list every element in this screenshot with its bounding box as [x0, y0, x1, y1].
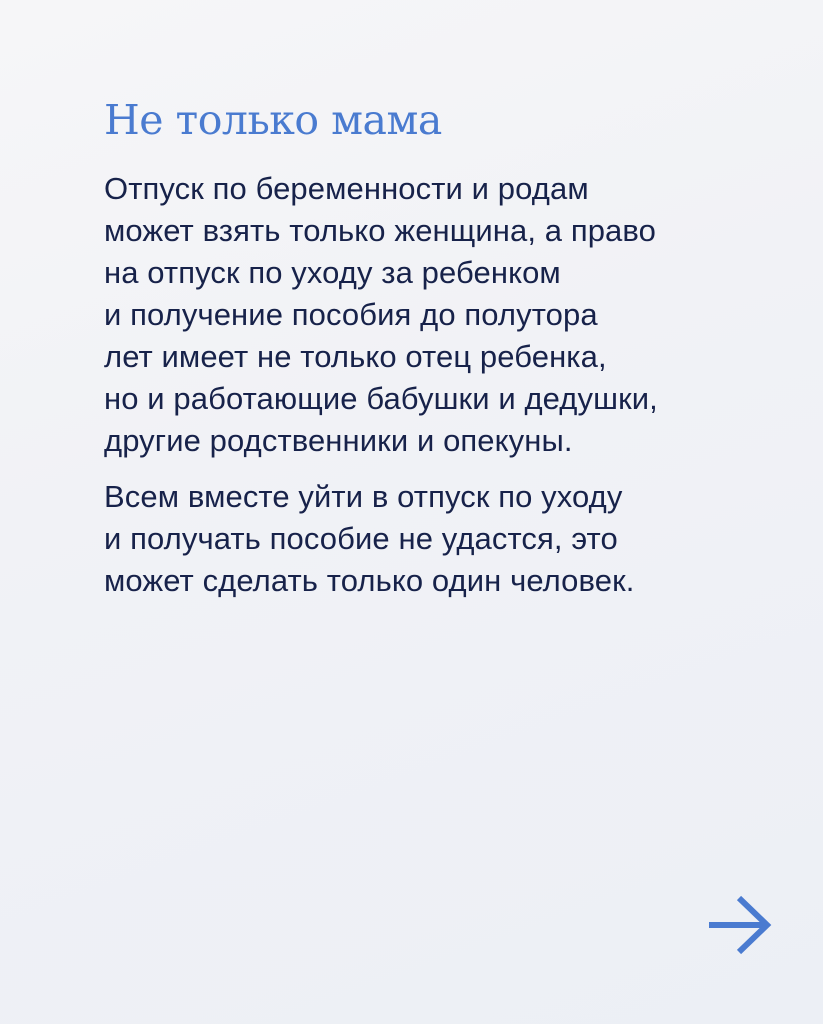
text-line: но и работающие бабушки и дедушки, [104, 381, 658, 416]
text-line: Отпуск по беременности и родам [104, 171, 589, 206]
text-line: и получать пособие не удастся, это [104, 521, 618, 556]
arrow-right-icon [705, 894, 773, 956]
body-text [104, 168, 784, 602]
paragraph-2 [104, 476, 784, 602]
page-title: Не только мама [104, 96, 442, 144]
text-line: Всем вместе уйти в отпуск по уходу [104, 479, 623, 514]
text-line: лет имеет не только отец ребенка, [104, 339, 607, 374]
text-line: и получение пособия до полутора [104, 297, 598, 332]
next-slide-button[interactable] [705, 894, 773, 956]
text-line: может взять только женщина, а право [104, 213, 656, 248]
text-line: может сделать только один человек. [104, 563, 635, 598]
text-line: другие родственники и опекуны. [104, 423, 573, 458]
text-line: на отпуск по уходу за ребенком [104, 255, 561, 290]
paragraph-1 [104, 168, 784, 462]
